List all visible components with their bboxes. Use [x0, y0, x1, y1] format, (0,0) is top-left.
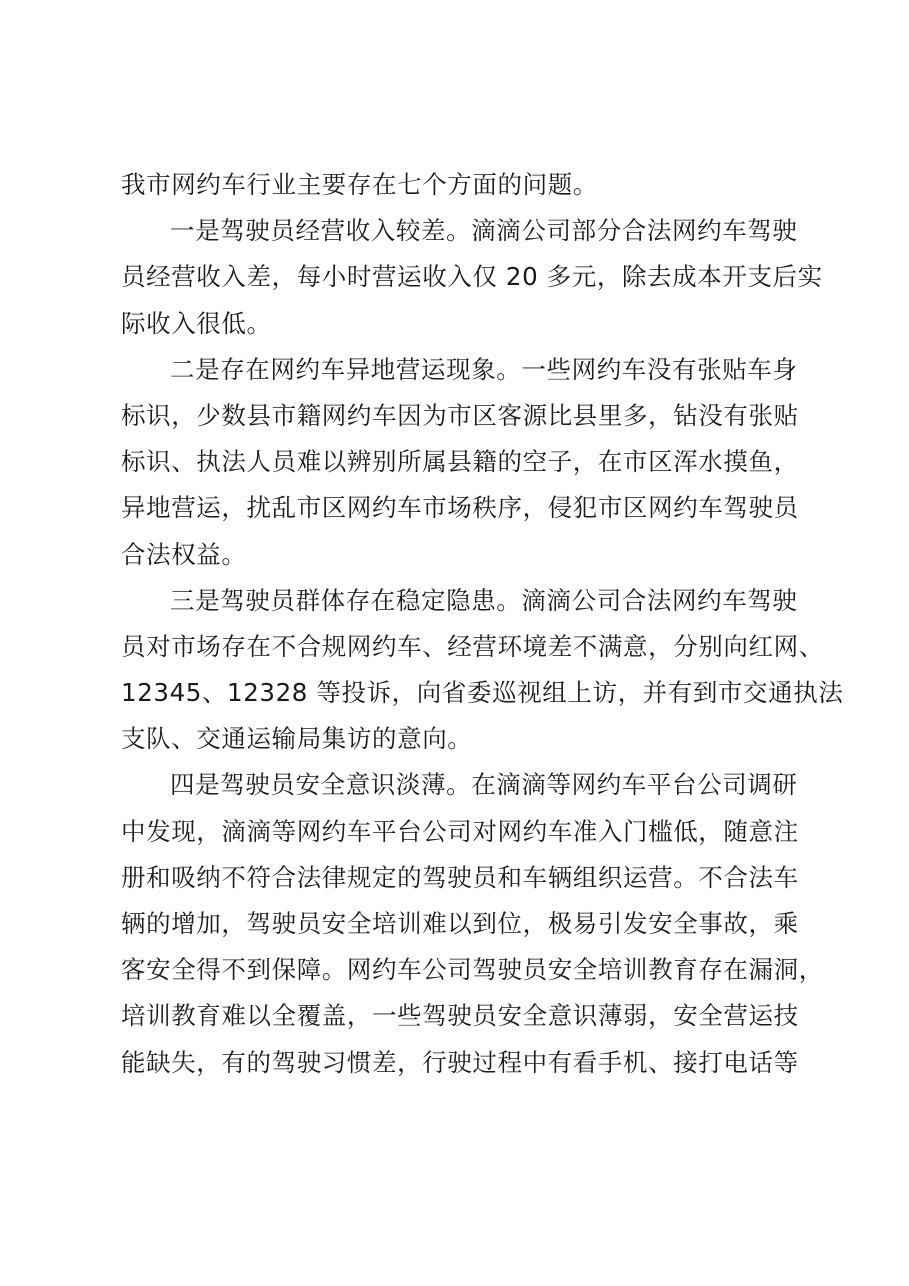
text-line: 一是驾驶员经营收入较差。滴滴公司部分合法网约车驾驶: [170, 216, 798, 246]
text-line: 培训教育难以全覆盖，一些驾驶员安全意识薄弱，安全营运技: [121, 1001, 799, 1031]
text-line: 册和吸纳不符合法律规定的驾驶员和车辆组织运营。不合法车: [121, 862, 799, 892]
text-line: 标识，少数县市籍网约车因为市区客源比县里多，钻没有张贴: [121, 400, 799, 430]
text-line: 际收入很低。: [121, 308, 272, 338]
text-line: 异地营运，扰乱市区网约车市场秩序，侵犯市区网约车驾驶员: [121, 493, 799, 523]
text-line: 我市网约车行业主要存在七个方面的问题。: [121, 170, 598, 199]
text-line: 合法权益。: [121, 539, 247, 569]
text-line: 标识、执法人员难以辨别所属县籍的空子，在市区浑水摸鱼，: [121, 447, 799, 477]
text-line: 四是驾驶员安全意识淡薄。在滴滴等网约车平台公司调研: [170, 770, 798, 800]
text-line: 能缺失，有的驾驶习惯差，行驶过程中有看手机、接打电话等: [121, 1047, 799, 1077]
text-line: 三是驾驶员群体存在稳定隐患。滴滴公司合法网约车驾驶: [170, 585, 798, 615]
text-line: 支队、交通运输局集访的意向。: [121, 724, 473, 754]
text-line: 员对市场存在不合规网约车、经营环境差不满意，分别向红网、: [121, 631, 824, 661]
text-line: 客安全得不到保障。网约车公司驾驶员安全培训教育存在漏洞，: [121, 955, 824, 985]
text-line: 员经营收入差，每小时营运收入仅 20 多元，除去成本开支后实: [121, 262, 823, 292]
text-line: 二是存在网约车异地营运现象。一些网约车没有张贴车身: [170, 354, 798, 384]
text-line: 12345、12328 等投诉，向省委巡视组上访，并有到市交通执法: [121, 678, 844, 708]
document-body: [121, 162, 844, 1086]
text-line: 辆的增加，驾驶员安全培训难以到位，极易引发安全事故，乘: [121, 909, 799, 938]
text-line: 中发现，滴滴等网约车平台公司对网约车准入门槛低，随意注: [121, 816, 799, 846]
